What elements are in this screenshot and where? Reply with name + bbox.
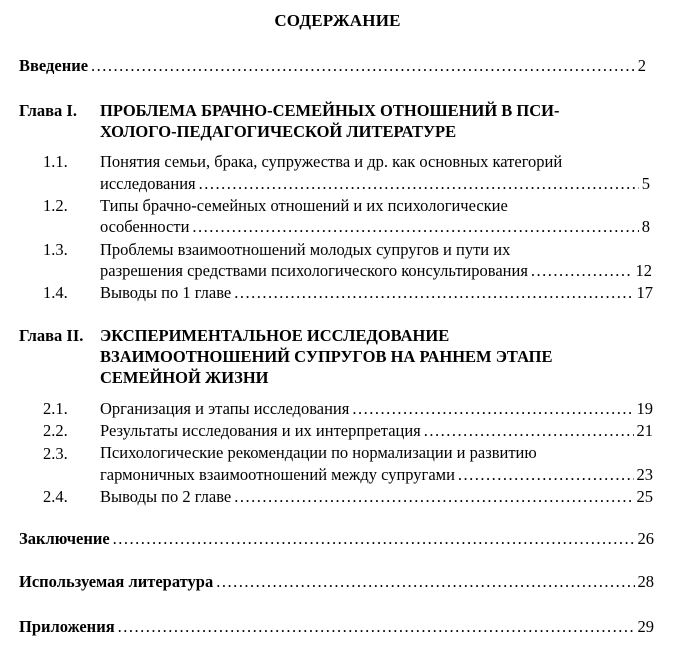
section-number: 1.2. — [43, 196, 68, 215]
section-title-line: разрешения средствами психологического консультирования — [100, 261, 528, 280]
dot-leader — [113, 529, 635, 549]
toc-page-number: 25 — [636, 487, 653, 506]
toc-page-number: 21 — [636, 421, 653, 440]
section-title-line: особенности — [100, 217, 190, 236]
section-title-line[interactable]: Типы брачно-семейных отношений и их психологические — [100, 196, 508, 215]
chapter-title-line: СЕМЕЙНОЙ ЖИЗНИ — [100, 368, 269, 387]
chapter-1-title[interactable] — [100, 100, 660, 142]
chapter-title-line: ХОЛОГО-ПЕДАГОГИЧЕСКОЙ ЛИТЕРАТУРЕ — [100, 122, 457, 141]
section-number: 1.4. — [43, 283, 68, 302]
toc-page-number: 28 — [637, 572, 654, 591]
toc-entry-2-1[interactable] — [100, 399, 653, 419]
section-number: 2.4. — [43, 487, 68, 506]
chapter-2-title[interactable] — [100, 325, 660, 388]
toc-entry-1-1[interactable] — [100, 174, 650, 194]
dot-leader — [352, 399, 633, 419]
toc-page-number: 17 — [636, 283, 653, 302]
toc-page-number: 23 — [636, 465, 653, 484]
dot-leader — [424, 421, 634, 441]
toc-page-number: 5 — [641, 174, 650, 193]
chapter-title-line: ЭКСПЕРИМЕНТАЛЬНОЕ ИССЛЕДОВАНИЕ — [100, 326, 450, 345]
section-number: 2.2. — [43, 421, 68, 440]
toc-page-number: 8 — [641, 217, 650, 236]
dot-leader — [192, 217, 638, 237]
chapter-title-line: ВЗАИМООТНОШЕНИЙ СУПРУГОВ НА РАННЕМ ЭТАПЕ — [100, 347, 553, 366]
section-title-line: гармоничных взаимоотношений между супругами — [100, 465, 455, 484]
dot-leader — [458, 465, 634, 485]
chapter-2-label: Глава II. — [19, 326, 84, 345]
toc-entry-label: Используемая литература — [19, 572, 214, 591]
dot-leader — [91, 56, 635, 76]
section-title-line: Результаты исследования и их интерпретация — [100, 421, 421, 440]
chapter-1-label: Глава I. — [19, 101, 77, 120]
dot-leader — [199, 174, 639, 194]
toc-page-number: 29 — [637, 617, 654, 636]
toc-entry-1-4[interactable] — [100, 283, 653, 303]
section-title-line[interactable]: Понятия семьи, брака, супружества и др. как основных категорий — [100, 152, 563, 171]
toc-entry-2-4[interactable] — [100, 487, 653, 507]
page-title: СОДЕРЖАНИЕ — [274, 11, 401, 30]
dot-leader — [216, 572, 634, 592]
section-number: 2.1. — [43, 399, 68, 418]
section-title-line: Организация и этапы исследования — [100, 399, 350, 418]
toc-entry-appendix[interactable] — [19, 617, 654, 637]
toc-entry-conclusion[interactable] — [19, 529, 654, 549]
toc-entry-label: Введение — [19, 56, 89, 75]
section-number: 1.3. — [43, 240, 68, 259]
dot-leader — [118, 617, 635, 637]
toc-page-number: 19 — [636, 399, 653, 418]
section-title-line: исследования — [100, 174, 196, 193]
toc-entry-label: Заключение — [19, 529, 110, 548]
section-number: 2.3. — [43, 444, 68, 463]
dot-leader — [531, 261, 633, 281]
toc-entry-intro[interactable] — [19, 56, 646, 76]
toc-page-number: 2 — [637, 56, 646, 75]
chapter-title-line: ПРОБЛЕМА БРАЧНО-СЕМЕЙНЫХ ОТНОШЕНИЙ В ПСИ- — [100, 101, 560, 120]
toc-entry-2-2[interactable] — [100, 421, 653, 441]
section-title-line: Выводы по 1 главе — [100, 283, 232, 302]
dot-leader — [234, 487, 633, 507]
section-title-line[interactable]: Проблемы взаимоотношений молодых супругов и пути их — [100, 240, 511, 259]
toc-entry-1-2[interactable] — [100, 217, 650, 237]
section-number: 1.1. — [43, 152, 68, 171]
section-title-line: Выводы по 2 главе — [100, 487, 232, 506]
section-title-line[interactable]: Психологические рекомендации по нормализации и развитию — [100, 443, 537, 462]
dot-leader — [234, 283, 633, 303]
toc-page-number: 26 — [637, 529, 654, 548]
toc-entry-literature[interactable] — [19, 572, 654, 592]
toc-entry-2-3[interactable] — [100, 465, 653, 485]
toc-entry-1-3[interactable] — [100, 261, 652, 281]
toc-entry-label: Приложения — [19, 617, 115, 636]
toc-page-number: 12 — [635, 261, 652, 280]
